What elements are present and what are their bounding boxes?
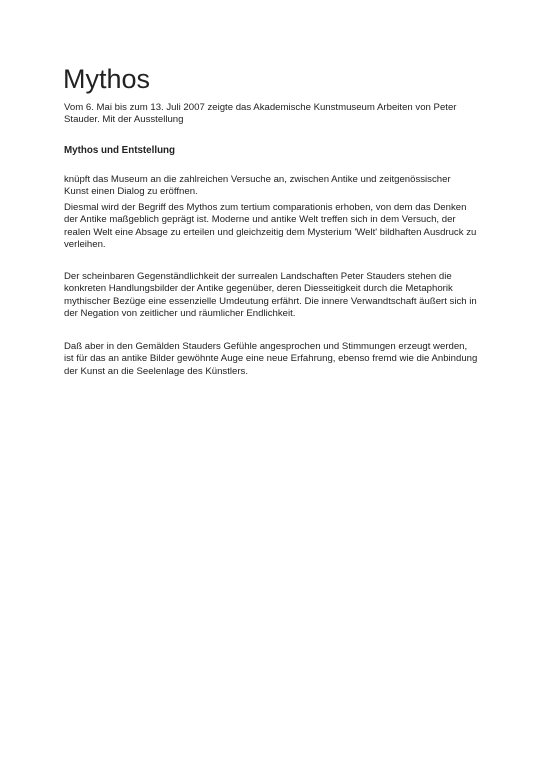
- paragraph-line: verleihen.: [64, 239, 106, 251]
- paragraph-line: Kunst einen Dialog zu eröffnen.: [64, 186, 198, 198]
- body-paragraph-2: [64, 202, 489, 252]
- section-heading: Mythos und Entstellung: [64, 145, 176, 156]
- paragraph-line: Diesmal wird der Begriff des Mythos zum tertium comparationis erhoben, von dem das Denken: [64, 202, 467, 213]
- paragraph-line: realen Welt eine Absage zu erteilen und gleichzeitig dem Mysterium 'Welt' bildhaften Ausdruck zu: [64, 226, 477, 238]
- intro-paragraph: [64, 102, 489, 127]
- paragraph-line: der Antike maßgeblich geprägt ist. Moderne und antike Welt treffen sich in dem Versuch, der: [64, 214, 456, 226]
- body-paragraph-1: [64, 174, 489, 199]
- paragraph-line: Der scheinbaren Gegenständlichkeit der surrealen Landschaften Peter Stauders stehen die: [64, 271, 452, 282]
- paragraph-line: ist für das an antike Bilder gewöhnte Auge eine neue Erfahrung, ebenso fremd wie die Anbindung: [64, 353, 478, 365]
- paragraph-line: konkreten Handlungsbilder der Antike gegenüber, deren Diesseitigkeit durch die Metaphorik: [64, 283, 453, 295]
- paragraph-line: Daß aber in den Gemälden Stauders Gefühle angesprochen und Stimmungen erzeugt werden,: [64, 341, 468, 352]
- intro-line: Vom 6. Mai bis zum 13. Juli 2007 zeigte das Akademische Kunstmuseum Arbeiten von Peter: [64, 102, 457, 113]
- body-paragraph-3: [64, 271, 489, 321]
- intro-line: Stauder. Mit der Ausstellung: [64, 114, 184, 126]
- body-paragraph-4: [64, 341, 489, 378]
- page-title: Mythos: [63, 64, 151, 94]
- paragraph-line: der Kunst an die Seelenlage des Künstlers.: [64, 365, 249, 377]
- paragraph-line: knüpft das Museum an die zahlreichen Versuche an, zwischen Antike und zeitgenössischer: [64, 174, 451, 185]
- paragraph-line: mythischer Bezüge eine essenzielle Umdeutung erfährt. Die innere Verwandtschaft äußert sich in: [64, 295, 477, 307]
- paragraph-line: der Negation von zeitlicher und räumlicher Endlichkeit.: [64, 308, 296, 320]
